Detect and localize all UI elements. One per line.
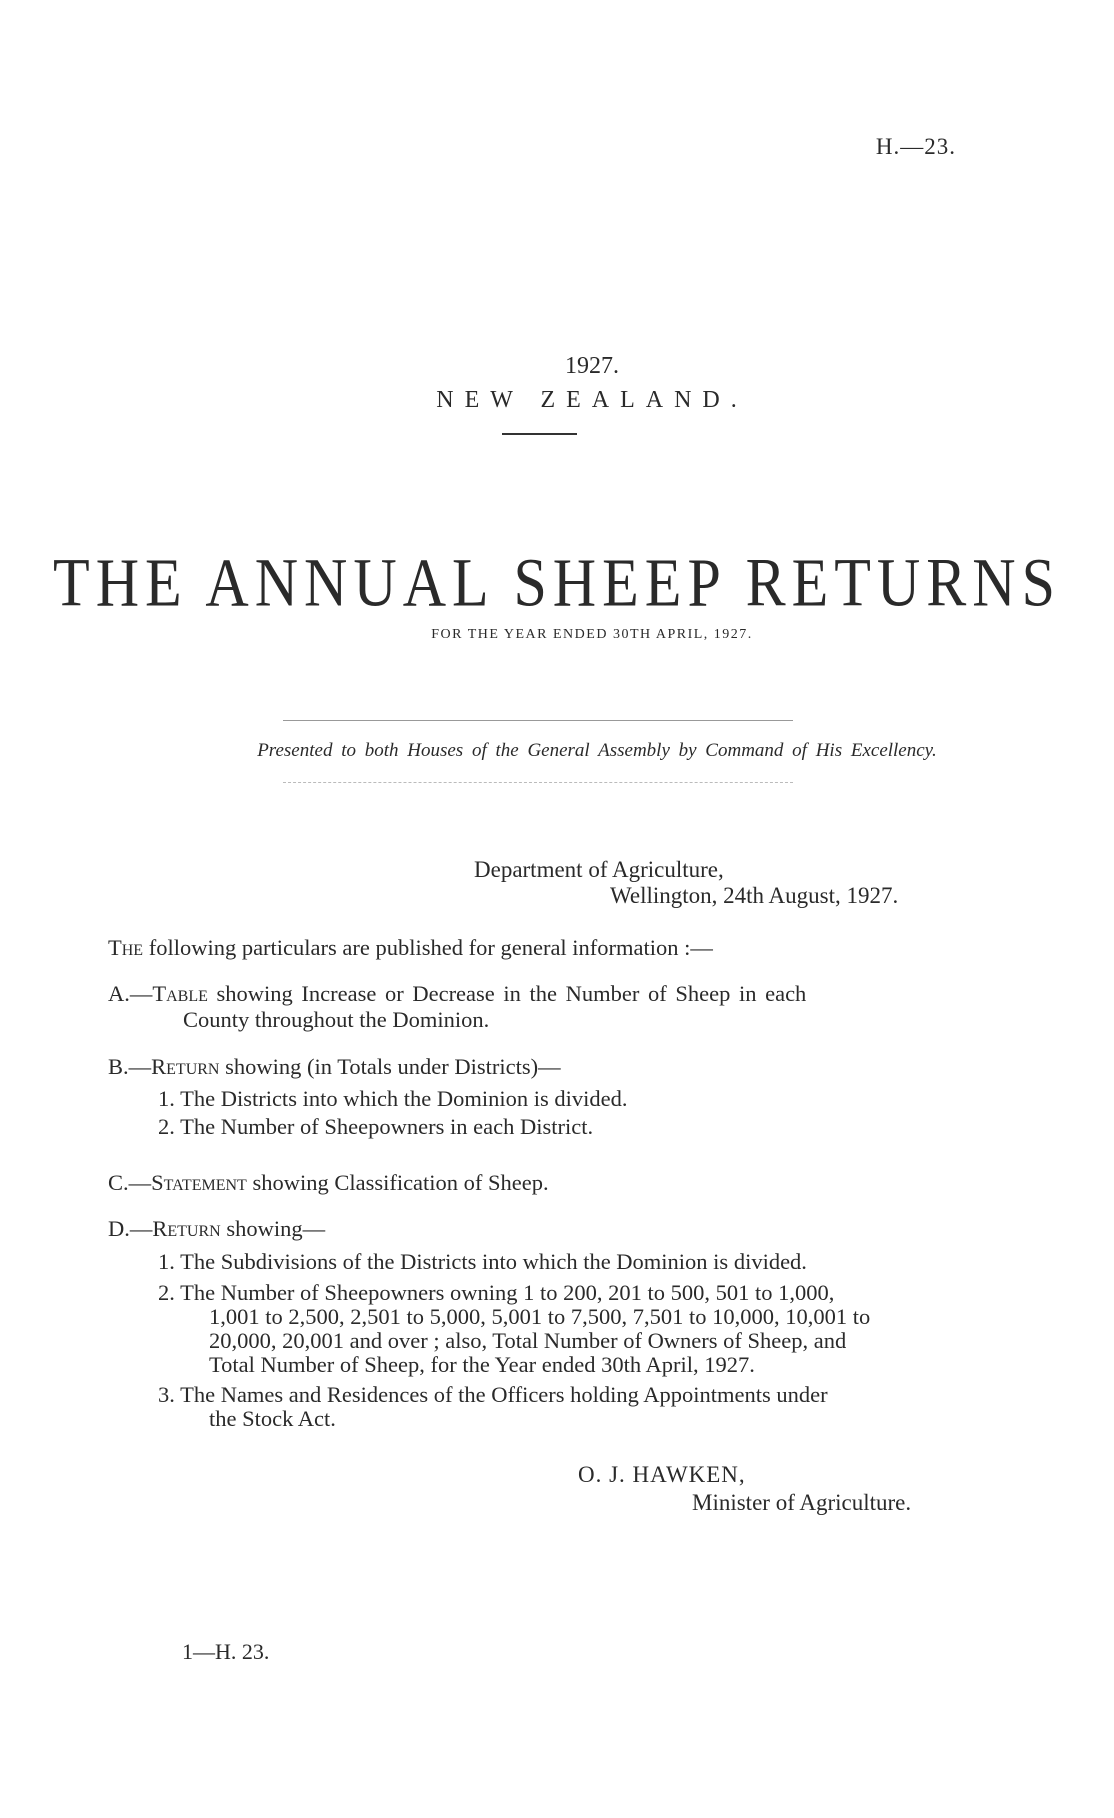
item-b-prefix: B.—	[108, 1054, 152, 1079]
document-subtitle: FOR THE YEAR ENDED 30TH APRIL, 1927.	[431, 627, 753, 642]
item-d-sub-1: 1. The Subdivisions of the Districts into which the Dominion is divided.	[158, 1249, 807, 1274]
year: 1927.	[565, 353, 619, 379]
item-d-text: showing—	[220, 1216, 326, 1241]
item-a-prefix: A.—	[108, 981, 153, 1006]
signatory-name: O. J. HAWKEN,	[578, 1462, 746, 1487]
item-a-line1	[108, 981, 968, 1007]
item-d-sub-2-line3: 20,000, 20,001 and over ; also, Total Number of Owners of Sheep, and	[209, 1328, 847, 1353]
item-d-sub-2-line1: 2. The Number of Sheepowners owning 1 to 200, 201 to 500, 501 to 1,000,	[158, 1280, 835, 1305]
item-d-sub-3-line2: the Stock Act.	[209, 1406, 336, 1431]
item-a	[108, 981, 968, 1033]
item-b-lead: Return	[151, 1054, 220, 1079]
item-b-text: showing (in Totals under Districts)—	[219, 1054, 561, 1079]
item-d-sub-3-line1: 3. The Names and Residences of the Officers holding Appointments under	[158, 1382, 828, 1407]
item-a-lead: Table	[152, 981, 208, 1006]
presented-line: Presented to both Houses of the General Assembly by Command of His Excellency.	[257, 740, 937, 761]
department-line: Department of Agriculture,	[474, 857, 724, 882]
document-reference: H.—23.	[875, 134, 956, 159]
item-a-text: showing Increase or Decrease in the Number of Sheep in each	[207, 981, 807, 1006]
item-d	[108, 1216, 325, 1242]
item-c	[108, 1170, 549, 1196]
document-title: THE ANNUAL SHEEP RETURNS	[53, 544, 1061, 621]
item-a-line2: County throughout the Dominion.	[183, 1007, 490, 1032]
short-divider	[502, 433, 577, 435]
country: NEW ZEALAND.	[436, 387, 748, 413]
intro-text: following particulars are published for general information :—	[143, 935, 713, 960]
divider-bottom	[283, 782, 793, 783]
page-footer: 1—H. 23.	[182, 1639, 270, 1664]
divider-top	[283, 720, 793, 721]
item-c-lead: Statement	[151, 1170, 247, 1195]
place-date-line: Wellington, 24th August, 1927.	[610, 883, 899, 908]
item-c-prefix: C.—	[108, 1170, 152, 1195]
item-b-sub-1: 1. The Districts into which the Dominion is divided.	[158, 1086, 628, 1111]
item-b	[108, 1054, 561, 1080]
item-c-text: showing Classification of Sheep.	[246, 1170, 549, 1195]
item-d-prefix: D.—	[108, 1216, 153, 1241]
item-d-sub-2-line2: 1,001 to 2,500, 2,501 to 5,000, 5,001 to 7,500, 7,501 to 10,000, 10,001 to	[209, 1304, 871, 1329]
item-d-lead: Return	[152, 1216, 221, 1241]
item-d-sub-2-line4: Total Number of Sheep, for the Year ended 30th April, 1927.	[209, 1352, 755, 1377]
item-b-sub-2: 2. The Number of Sheepowners in each District.	[158, 1114, 594, 1139]
intro-lead: The	[108, 935, 144, 960]
intro-paragraph	[108, 935, 713, 961]
signatory-title: Minister of Agriculture.	[692, 1490, 912, 1515]
